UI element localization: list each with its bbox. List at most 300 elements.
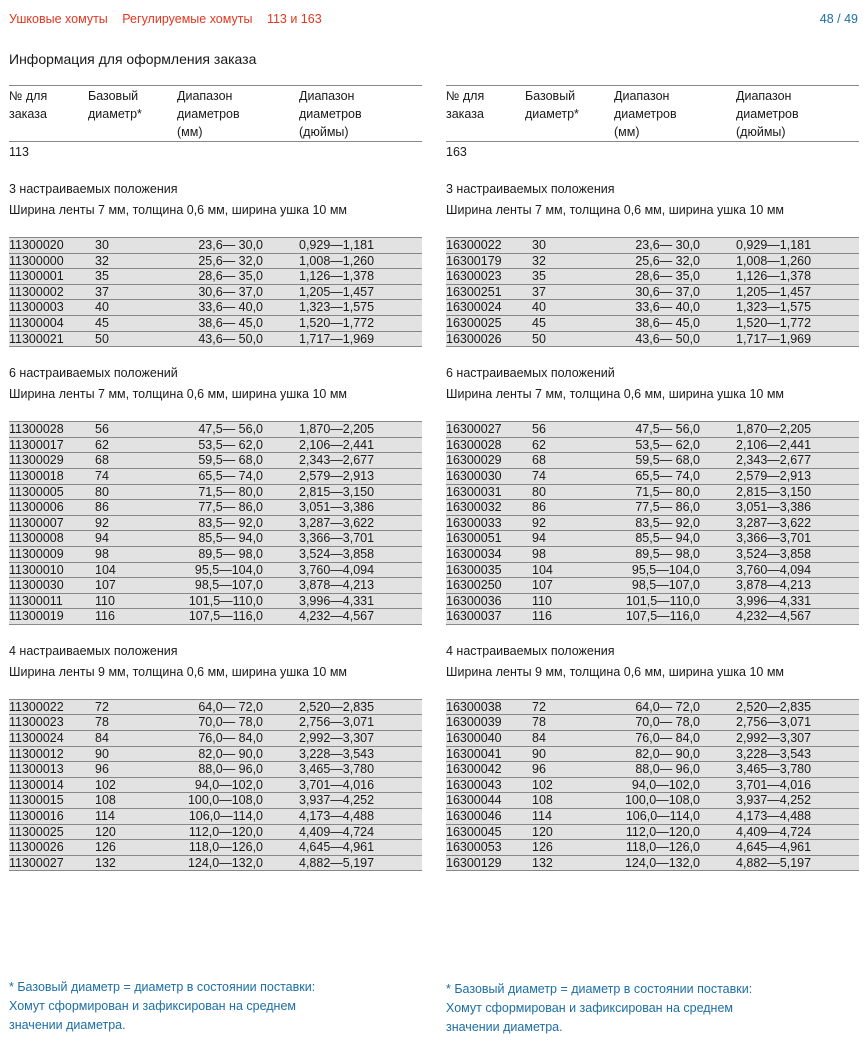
base-diameter-cell: 116 xyxy=(95,609,115,624)
order-number-cell: 16300022 xyxy=(446,238,502,252)
table-row xyxy=(9,238,422,254)
range-mm-cell: 85,5— 94,0 xyxy=(198,531,263,546)
header-base-diameter: Базовый диаметр* xyxy=(525,89,579,121)
base-diameter-cell: 56 xyxy=(532,422,546,437)
table-row xyxy=(446,531,859,547)
range-in-cell: 2,343—2,677 xyxy=(299,453,375,468)
table-row xyxy=(9,856,422,872)
range-mm-cell: 106,0—114,0 xyxy=(188,809,263,824)
order-number-cell: 11300003 xyxy=(9,300,64,315)
section-title: 3 настраиваемых положения xyxy=(446,182,615,196)
order-number-cell: 16300039 xyxy=(446,715,502,730)
order-number-cell: 11300009 xyxy=(9,546,64,561)
table-row xyxy=(9,715,422,731)
range-in-cell: 4,645—4,961 xyxy=(299,840,375,855)
range-mm-cell: 33,6— 40,0 xyxy=(635,300,700,315)
range-in-cell: 4,232—4,567 xyxy=(299,609,375,624)
base-diameter-cell: 72 xyxy=(532,699,546,714)
footnote-left: * Базовый диаметр = диаметр в состоянии поставки: Хомут сформирован и зафиксирован на среднем значении диаметра. xyxy=(9,980,316,1032)
base-diameter-cell: 45 xyxy=(95,315,109,330)
range-mm-cell: 124,0—132,0 xyxy=(187,855,263,870)
range-mm-cell: 71,5— 80,0 xyxy=(635,484,700,499)
table-row xyxy=(9,731,422,747)
order-number-cell: 16300025 xyxy=(446,315,502,330)
breadcrumb-item[interactable]: Ушковые хомуты xyxy=(9,12,108,26)
base-diameter-cell: 78 xyxy=(95,715,109,730)
table-row xyxy=(446,453,859,469)
product-table xyxy=(446,237,859,347)
table-row xyxy=(9,300,422,316)
section-subtitle: Ширина ленты 7 мм, толщина 0,6 мм, ширина ушка 10 мм xyxy=(9,387,348,402)
order-number-cell: 11300024 xyxy=(9,731,64,746)
order-number-cell: 11300025 xyxy=(9,824,64,839)
order-number-cell: 16300024 xyxy=(446,300,502,315)
table-row xyxy=(446,547,859,563)
product-table xyxy=(9,699,422,872)
range-mm-cell: 71,5— 80,0 xyxy=(198,484,263,499)
range-mm-cell: 65,5— 74,0 xyxy=(635,468,700,483)
header-range-in: Диапазон диаметров (дюймы) xyxy=(299,89,362,139)
table-row xyxy=(9,531,422,547)
range-in-cell: 3,465—3,780 xyxy=(736,762,812,777)
table-row xyxy=(446,809,859,825)
range-mm-cell: 76,0— 84,0 xyxy=(635,731,700,746)
range-mm-cell: 33,6— 40,0 xyxy=(198,300,263,315)
range-in-cell: 4,882—5,197 xyxy=(299,855,375,870)
range-mm-cell: 53,5— 62,0 xyxy=(198,437,263,452)
base-diameter-cell: 104 xyxy=(95,562,116,577)
range-in-cell: 1,323—1,575 xyxy=(299,300,375,315)
right-column xyxy=(446,85,859,871)
table-row xyxy=(446,856,859,872)
range-in-cell: 4,409—4,724 xyxy=(299,824,375,839)
range-in-cell: 2,579—2,913 xyxy=(299,468,375,483)
section-subtitle: Ширина ленты 7 мм, толщина 0,6 мм, ширина ушка 10 мм xyxy=(446,387,785,402)
range-mm-cell: 77,5— 86,0 xyxy=(635,500,700,515)
base-diameter-cell: 126 xyxy=(95,840,116,855)
order-number-cell: 16300250 xyxy=(446,578,502,593)
table-row xyxy=(446,500,859,516)
base-diameter-cell: 92 xyxy=(95,515,109,530)
range-in-cell: 4,232—4,567 xyxy=(736,609,812,624)
order-number-cell: 11300000 xyxy=(9,253,64,268)
range-in-cell: 1,205—1,457 xyxy=(299,284,375,299)
base-diameter-cell: 90 xyxy=(95,746,109,761)
order-number-cell: 16300023 xyxy=(446,269,502,284)
order-number-cell: 16300030 xyxy=(446,468,502,483)
header-base-diameter: Базовый диаметр* xyxy=(88,89,142,121)
clamp-type-label: 163 xyxy=(446,145,467,159)
order-number-cell: 11300008 xyxy=(9,531,64,546)
breadcrumb-item[interactable]: 113 и 163 xyxy=(266,12,322,26)
base-diameter-cell: 102 xyxy=(532,777,553,792)
order-number-cell: 16300042 xyxy=(446,762,502,777)
product-section xyxy=(9,364,422,625)
range-mm-cell: 98,5—107,0 xyxy=(631,578,700,593)
range-mm-cell: 89,5— 98,0 xyxy=(198,546,263,561)
range-mm-cell: 64,0— 72,0 xyxy=(635,699,700,714)
range-mm-cell: 107,5—116,0 xyxy=(188,609,263,624)
table-row xyxy=(446,700,859,716)
range-in-cell: 1,870—2,205 xyxy=(299,422,375,437)
table-row xyxy=(446,715,859,731)
range-in-cell: 3,524—3,858 xyxy=(736,546,812,561)
order-number-cell: 11300018 xyxy=(9,468,64,483)
range-mm-cell: 98,5—107,0 xyxy=(194,578,263,593)
base-diameter-cell: 96 xyxy=(532,762,546,777)
range-mm-cell: 88,0— 96,0 xyxy=(198,762,263,777)
table-row xyxy=(9,700,422,716)
range-in-cell: 3,524—3,858 xyxy=(299,546,375,561)
base-diameter-cell: 126 xyxy=(532,840,553,855)
table-row xyxy=(446,778,859,794)
range-mm-cell: 95,5—104,0 xyxy=(631,562,700,577)
range-mm-cell: 47,5— 56,0 xyxy=(198,422,263,437)
base-diameter-cell: 68 xyxy=(532,453,546,468)
order-number-cell: 16300051 xyxy=(446,531,502,546)
range-mm-cell: 88,0— 96,0 xyxy=(635,762,700,777)
base-diameter-cell: 37 xyxy=(532,284,546,299)
header-range-in: Диапазон диаметров (дюймы) xyxy=(736,89,799,139)
range-in-cell: 2,992—3,307 xyxy=(736,731,812,746)
range-in-cell: 3,996—4,331 xyxy=(299,593,375,608)
base-diameter-cell: 108 xyxy=(95,793,116,808)
order-number-cell: 11300011 xyxy=(9,593,63,608)
base-diameter-cell: 78 xyxy=(532,715,546,730)
table-row xyxy=(9,332,422,348)
product-table xyxy=(9,421,422,625)
range-in-cell: 4,173—4,488 xyxy=(299,809,375,824)
order-number-cell: 11300021 xyxy=(9,331,64,346)
product-table xyxy=(9,237,422,347)
base-diameter-cell: 74 xyxy=(532,468,546,483)
range-in-cell: 1,520—1,772 xyxy=(299,315,375,330)
base-diameter-cell: 74 xyxy=(95,468,109,483)
base-diameter-cell: 102 xyxy=(95,777,116,792)
section-title: 4 настраиваемых положения xyxy=(446,643,615,658)
range-in-cell: 2,343—2,677 xyxy=(736,453,812,468)
base-diameter-cell: 114 xyxy=(95,809,115,824)
table-row xyxy=(9,422,422,438)
header-order-no: № для заказа xyxy=(9,89,48,121)
range-in-cell: 2,106—2,441 xyxy=(299,437,375,452)
range-in-cell: 2,815—3,150 xyxy=(299,484,375,499)
range-in-cell: 1,717—1,969 xyxy=(299,331,375,346)
range-in-cell: 3,287—3,622 xyxy=(299,515,375,530)
table-row xyxy=(446,332,859,348)
range-mm-cell: 76,0— 84,0 xyxy=(198,731,263,746)
base-diameter-cell: 86 xyxy=(532,500,546,515)
base-diameter-cell: 110 xyxy=(95,593,115,608)
clamp-type-label: 113 xyxy=(9,145,29,159)
table-header xyxy=(446,85,859,142)
range-in-cell: 2,756—3,071 xyxy=(736,715,812,730)
section-subtitle: Ширина ленты 9 мм, толщина 0,6 мм, ширина ушка 10 мм xyxy=(446,664,785,679)
range-mm-cell: 112,0—120,0 xyxy=(188,824,263,839)
range-in-cell: 3,228—3,543 xyxy=(736,746,812,761)
order-number-cell: 16300035 xyxy=(446,562,502,577)
product-table xyxy=(446,421,859,625)
base-diameter-cell: 35 xyxy=(95,269,109,284)
range-in-cell: 1,205—1,457 xyxy=(736,284,812,299)
header-range-mm: Диапазон диаметров (мм) xyxy=(614,89,677,139)
table-row xyxy=(9,269,422,285)
range-mm-cell: 28,6— 35,0 xyxy=(635,269,700,284)
table-row xyxy=(446,316,859,332)
order-number-cell: 16300038 xyxy=(446,699,502,714)
order-number-cell: 16300040 xyxy=(446,731,502,746)
table-row xyxy=(446,238,859,254)
order-number-cell: 16300026 xyxy=(446,331,502,346)
order-number-cell: 16300028 xyxy=(446,437,502,452)
table-row xyxy=(9,793,422,809)
range-in-cell: 2,815—3,150 xyxy=(736,484,812,499)
range-in-cell: 3,937—4,252 xyxy=(299,793,375,808)
order-number-cell: 11300015 xyxy=(9,793,64,808)
range-in-cell: 3,878—4,213 xyxy=(736,578,812,593)
order-number-cell: 11300020 xyxy=(9,238,64,252)
order-number-cell: 16300043 xyxy=(446,777,502,792)
range-in-cell: 3,878—4,213 xyxy=(299,578,375,593)
table-row xyxy=(9,453,422,469)
base-diameter-cell: 80 xyxy=(95,484,109,499)
base-diameter-cell: 132 xyxy=(532,855,553,870)
range-in-cell: 2,756—3,071 xyxy=(299,715,375,730)
range-mm-cell: 53,5— 62,0 xyxy=(635,437,700,452)
base-diameter-cell: 86 xyxy=(95,500,109,515)
order-number-cell: 16300031 xyxy=(446,484,502,499)
range-in-cell: 1,870—2,205 xyxy=(736,422,812,437)
base-diameter-cell: 40 xyxy=(532,300,546,315)
base-diameter-cell: 94 xyxy=(95,531,109,546)
product-section xyxy=(446,642,859,872)
base-diameter-cell: 35 xyxy=(532,269,546,284)
range-in-cell: 2,579—2,913 xyxy=(736,468,812,483)
range-in-cell: 3,996—4,331 xyxy=(736,593,812,608)
range-mm-cell: 59,5— 68,0 xyxy=(198,453,263,468)
order-number-cell: 11300014 xyxy=(9,777,64,792)
table-row xyxy=(9,485,422,501)
range-in-cell: 1,126—1,378 xyxy=(736,269,812,284)
table-row xyxy=(9,578,422,594)
range-mm-cell: 23,6— 30,0 xyxy=(635,238,700,252)
breadcrumb-item[interactable]: Регулируемые хомуты xyxy=(122,12,253,26)
base-diameter-cell: 84 xyxy=(532,731,546,746)
range-mm-cell: 101,5—110,0 xyxy=(188,593,263,608)
table-row xyxy=(446,563,859,579)
range-in-cell: 3,465—3,780 xyxy=(299,762,375,777)
base-diameter-cell: 92 xyxy=(532,515,546,530)
product-section xyxy=(446,180,859,347)
table-row xyxy=(9,609,422,625)
order-number-cell: 11300006 xyxy=(9,500,64,515)
range-in-cell: 2,520—2,835 xyxy=(299,699,375,714)
range-in-cell: 2,106—2,441 xyxy=(736,437,812,452)
table-row xyxy=(446,609,859,625)
range-mm-cell: 112,0—120,0 xyxy=(625,824,700,839)
product-section xyxy=(9,180,422,347)
base-diameter-cell: 80 xyxy=(532,484,546,499)
order-number-cell: 11300019 xyxy=(9,609,64,624)
range-mm-cell: 43,6— 50,0 xyxy=(198,331,263,346)
range-in-cell: 1,008—1,260 xyxy=(299,253,375,268)
table-row xyxy=(446,825,859,841)
order-number-cell: 11300027 xyxy=(9,855,64,870)
range-mm-cell: 25,6— 32,0 xyxy=(635,253,700,268)
base-diameter-cell: 84 xyxy=(95,731,109,746)
range-in-cell: 1,126—1,378 xyxy=(299,269,375,284)
breadcrumb xyxy=(9,12,322,26)
range-mm-cell: 28,6— 35,0 xyxy=(198,269,263,284)
table-row xyxy=(9,547,422,563)
range-in-cell: 3,228—3,543 xyxy=(299,746,375,761)
order-number-cell: 11300017 xyxy=(9,437,64,452)
range-in-cell: 1,717—1,969 xyxy=(736,331,812,346)
page-title: Информация для оформления заказа xyxy=(9,51,257,67)
range-mm-cell: 107,5—116,0 xyxy=(625,609,700,624)
base-diameter-cell: 50 xyxy=(532,331,546,346)
order-number-cell: 11300023 xyxy=(9,715,64,730)
table-row xyxy=(9,438,422,454)
table-row xyxy=(446,438,859,454)
base-diameter-cell: 110 xyxy=(532,593,552,608)
range-in-cell: 2,992—3,307 xyxy=(299,731,375,746)
left-column xyxy=(9,85,422,871)
header-order-no: № для заказа xyxy=(446,89,485,121)
range-in-cell: 1,520—1,772 xyxy=(736,315,812,330)
range-in-cell: 1,008—1,260 xyxy=(736,253,812,268)
order-number-cell: 11300016 xyxy=(9,809,64,824)
order-number-cell: 16300179 xyxy=(446,253,502,268)
range-mm-cell: 85,5— 94,0 xyxy=(635,531,700,546)
table-row xyxy=(9,840,422,856)
base-diameter-cell: 98 xyxy=(532,546,546,561)
base-diameter-cell: 32 xyxy=(95,253,109,268)
range-mm-cell: 118,0—126,0 xyxy=(188,840,263,855)
table-row xyxy=(446,269,859,285)
table-row xyxy=(9,285,422,301)
range-mm-cell: 30,6— 37,0 xyxy=(198,284,263,299)
range-in-cell: 3,051—3,386 xyxy=(736,500,812,515)
range-mm-cell: 47,5— 56,0 xyxy=(635,422,700,437)
order-number-cell: 16300041 xyxy=(446,746,502,761)
range-in-cell: 3,051—3,386 xyxy=(299,500,375,515)
range-mm-cell: 106,0—114,0 xyxy=(625,809,700,824)
range-in-cell: 0,929—1,181 xyxy=(736,238,812,252)
product-section xyxy=(9,642,422,872)
table-row xyxy=(9,778,422,794)
footnote-right: * Базовый диаметр = диаметр в состоянии поставки: Хомут сформирован и зафиксирован на среднем значении диаметра. xyxy=(446,982,753,1034)
section-subtitle: Ширина ленты 7 мм, толщина 0,6 мм, ширина ушка 10 мм xyxy=(446,203,785,217)
order-number-cell: 16300044 xyxy=(446,793,502,808)
base-diameter-cell: 107 xyxy=(532,578,553,593)
table-row xyxy=(9,594,422,610)
range-in-cell: 3,366—3,701 xyxy=(299,531,375,546)
base-diameter-cell: 96 xyxy=(95,762,109,777)
table-row xyxy=(9,762,422,778)
range-in-cell: 3,937—4,252 xyxy=(736,793,812,808)
base-diameter-cell: 107 xyxy=(95,578,116,593)
base-diameter-cell: 98 xyxy=(95,546,109,561)
order-number-cell: 11300028 xyxy=(9,422,64,437)
range-in-cell: 4,645—4,961 xyxy=(736,840,812,855)
order-number-cell: 16300036 xyxy=(446,593,502,608)
range-mm-cell: 38,6— 45,0 xyxy=(635,315,700,330)
table-row xyxy=(446,762,859,778)
range-in-cell: 2,520—2,835 xyxy=(736,699,812,714)
order-number-cell: 16300027 xyxy=(446,422,502,437)
range-mm-cell: 70,0— 78,0 xyxy=(635,715,700,730)
table-row xyxy=(9,316,422,332)
range-mm-cell: 77,5— 86,0 xyxy=(198,500,263,515)
base-diameter-cell: 72 xyxy=(95,699,109,714)
base-diameter-cell: 30 xyxy=(532,238,546,252)
order-number-cell: 11300012 xyxy=(9,746,64,761)
base-diameter-cell: 45 xyxy=(532,315,546,330)
order-number-cell: 11300022 xyxy=(9,699,64,714)
base-diameter-cell: 68 xyxy=(95,453,109,468)
range-mm-cell: 95,5—104,0 xyxy=(194,562,263,577)
range-mm-cell: 118,0—126,0 xyxy=(625,840,700,855)
base-diameter-cell: 120 xyxy=(532,824,553,839)
product-table xyxy=(446,699,859,872)
base-diameter-cell: 132 xyxy=(95,855,116,870)
order-number-cell: 11300010 xyxy=(9,562,64,577)
base-diameter-cell: 50 xyxy=(95,331,109,346)
base-diameter-cell: 40 xyxy=(95,300,109,315)
order-number-cell: 11300002 xyxy=(9,284,64,299)
base-diameter-cell: 37 xyxy=(95,284,109,299)
range-mm-cell: 94,0—102,0 xyxy=(631,777,700,792)
range-mm-cell: 25,6— 32,0 xyxy=(198,253,263,268)
order-number-cell: 16300045 xyxy=(446,824,502,839)
table-row xyxy=(446,578,859,594)
table-row xyxy=(446,254,859,270)
table-row xyxy=(446,422,859,438)
range-mm-cell: 65,5— 74,0 xyxy=(198,468,263,483)
table-row xyxy=(446,285,859,301)
range-mm-cell: 82,0— 90,0 xyxy=(635,746,700,761)
base-diameter-cell: 56 xyxy=(95,422,109,437)
order-number-cell: 16300053 xyxy=(446,840,502,855)
range-mm-cell: 82,0— 90,0 xyxy=(198,746,263,761)
table-row xyxy=(446,594,859,610)
table-row xyxy=(446,747,859,763)
header-range-mm: Диапазон диаметров (мм) xyxy=(177,89,240,139)
range-mm-cell: 100,0—108,0 xyxy=(624,793,700,808)
order-number-cell: 16300032 xyxy=(446,500,502,515)
base-diameter-cell: 108 xyxy=(532,793,553,808)
base-diameter-cell: 30 xyxy=(95,238,109,252)
order-number-cell: 16300129 xyxy=(446,855,502,870)
range-in-cell: 3,701—4,016 xyxy=(299,777,375,792)
range-in-cell: 3,760—4,094 xyxy=(736,562,812,577)
order-number-cell: 11300029 xyxy=(9,453,64,468)
section-title: 6 настраиваемых положений xyxy=(446,366,615,381)
section-subtitle: Ширина ленты 9 мм, толщина 0,6 мм, ширина ушка 10 мм xyxy=(9,664,348,679)
page-number: 48 / 49 xyxy=(819,12,858,26)
range-mm-cell: 70,0— 78,0 xyxy=(198,715,263,730)
order-number-cell: 11300013 xyxy=(9,762,64,777)
order-number-cell: 11300004 xyxy=(9,315,64,330)
base-diameter-cell: 94 xyxy=(532,531,546,546)
table-row xyxy=(446,485,859,501)
range-in-cell: 3,760—4,094 xyxy=(299,562,375,577)
range-in-cell: 3,366—3,701 xyxy=(736,531,812,546)
table-row xyxy=(9,500,422,516)
table-row xyxy=(9,563,422,579)
order-number-cell: 11300005 xyxy=(9,484,64,499)
